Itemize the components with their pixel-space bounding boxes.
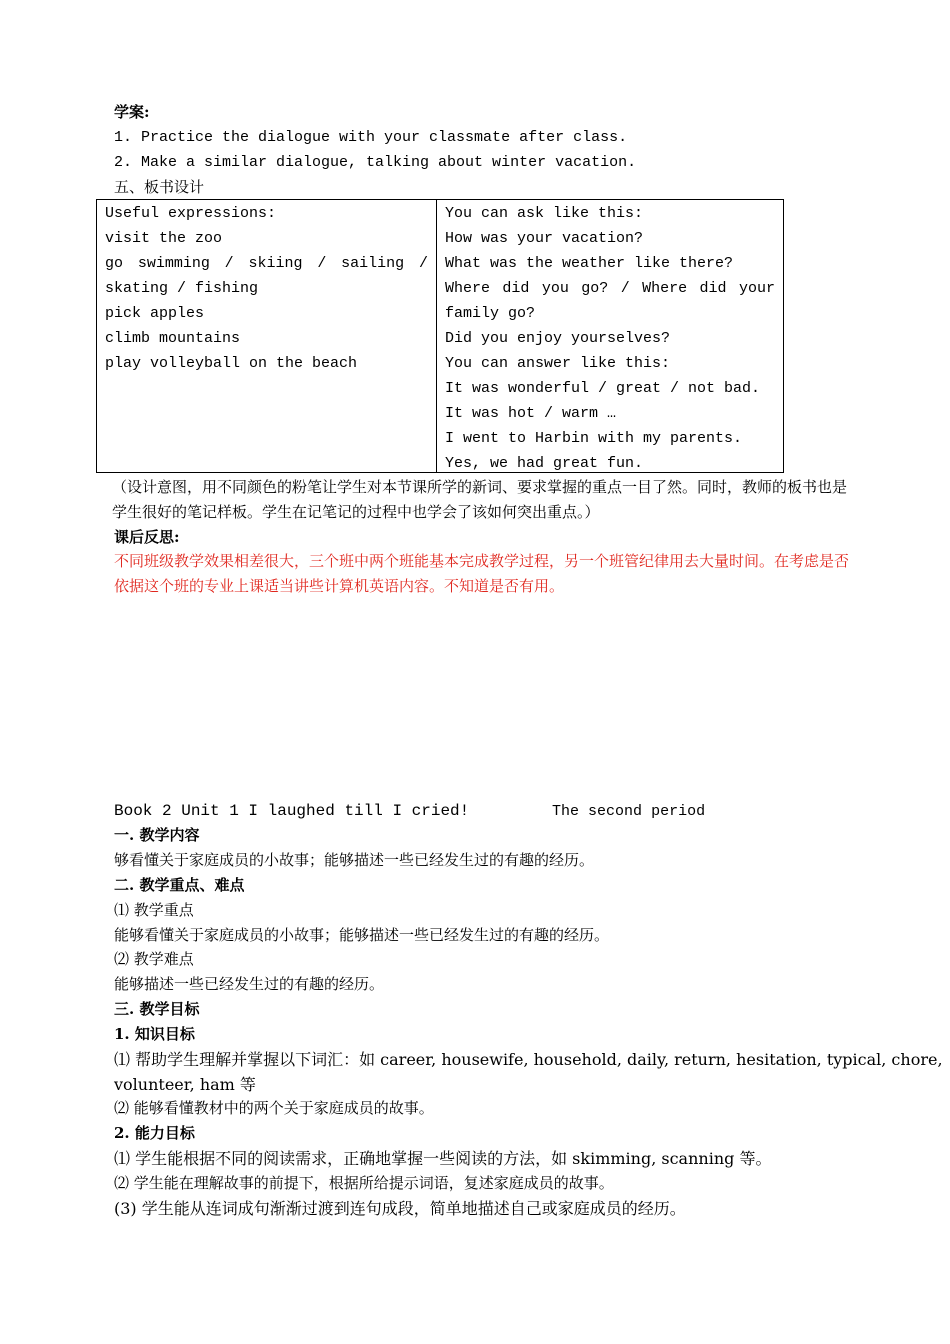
xuean-heading: 学案: [114,103,150,121]
reflection-heading: 课后反思: [114,528,180,546]
word: sailing [341,255,405,272]
ability-goals-heading: 2. 能力目标 [114,1124,195,1142]
board-right-line-justified [445,276,783,301]
board-right-line: family go? [445,305,536,322]
board-left-line: skating / fishing [105,280,259,297]
board-left-line: visit the zoo [105,230,223,247]
word: you [541,280,569,297]
difficult-points-label: ⑵ 教学难点 [114,950,194,968]
design-intent-note: （设计意图，用不同颜色的粉笔让学生对本节课所学的新词、要求掌握的重点一目了然。同时，教师的板书也是学生很好的笔记样板。学生在记笔记的过程中也学会了该如何突出重点。） [112,478,848,521]
ability-goal-2: ⑵ 学生能在理解故事的前提下，根据所给提示词语，复述家庭成员的故事。 [114,1174,614,1192]
word: / [317,255,327,272]
lesson-title: Book 2 Unit 1 I laughed till I cried! [114,802,470,820]
word: your [738,280,775,297]
word: did [502,280,530,297]
word: / [224,255,234,272]
lesson-title-line [114,798,705,824]
board-right-line: How was your vacation? [445,230,644,247]
knowledge-goal-2: ⑵ 能够看懂教材中的两个关于家庭成员的故事。 [114,1099,434,1117]
key-points-label: ⑴ 教学重点 [114,901,194,919]
board-right-line: It was wonderful / great / not bad. [445,380,761,397]
board-left-line-justified [105,251,436,276]
board-left-line: climb mountains [105,330,241,347]
xuean-item-1: 1. Practice the dialogue with your classmate after class. [114,129,628,146]
word: swimming [137,255,210,272]
board-left-line: pick apples [105,305,205,322]
board-right-line: You can answer like this: [445,355,671,372]
board-right-line: It was hot / warm … [445,405,617,422]
board-left-column [97,200,437,472]
section-3-heading: 三. 教学目标 [114,1000,200,1018]
word: go? [581,280,609,297]
board-right-line: Yes, we had great fun. [445,455,644,472]
knowledge-goal-1-cont: volunteer, ham 等 [114,1075,256,1094]
section-1-text: 够看懂关于家庭成员的小故事；能够描述一些已经发生过的有趣的经历。 [114,851,595,869]
lesson-period: The second period [552,803,706,820]
board-right-line: What was the weather like there? [445,255,734,272]
word: / [418,255,428,272]
knowledge-goals-heading: 1. 知识目标 [114,1025,195,1043]
word: / [620,280,630,297]
ability-goal-1: ⑴ 学生能根据不同的阅读需求，正确地掌握一些阅读的方法，如 skimming, scanning 等。 [114,1149,772,1168]
difficult-points-text: 能够描述一些已经发生过的有趣的经历。 [114,975,385,993]
board-design-table [96,199,784,473]
board-right-line: Did you enjoy yourselves? [445,330,671,347]
board-right-line: You can ask like this: [445,205,644,222]
key-points-text: 能够看懂关于家庭成员的小故事；能够描述一些已经发生过的有趣的经历。 [114,926,610,944]
board-right-line: I went to Harbin with my parents. [445,430,743,447]
xuean-item-2: 2. Make a similar dialogue, talking about winter vacation. [114,154,637,171]
board-design-heading: 五、板书设计 [114,178,205,196]
board-right-column [437,200,783,472]
word: go [105,255,124,272]
word: Where [445,280,491,297]
section-2-heading: 二. 教学重点、难点 [114,876,245,894]
board-left-line: play volleyball on the beach [105,355,358,372]
board-left-line: Useful expressions: [105,205,277,222]
word: did [699,280,727,297]
knowledge-goal-1: ⑴ 帮助学生理解并掌握以下词汇：如 career, housewife, household, daily, return, hesitation, typical, chore, [114,1050,943,1069]
word: skiing [248,255,303,272]
ability-goal-3: (3) 学生能从连词成句渐渐过渡到连句成段，简单地描述自己或家庭成员的经历。 [114,1199,686,1218]
section-1-heading: 一. 教学内容 [114,826,200,844]
reflection-text: 不同班级教学效果相差很大，三个班中两个班能基本完成教学过程，另一个班管纪律用去大量时间。在考虑是否依据这个班的专业上课适当讲些计算机英语内容。不知道是否有用。 [114,552,850,595]
word: Where [642,280,688,297]
